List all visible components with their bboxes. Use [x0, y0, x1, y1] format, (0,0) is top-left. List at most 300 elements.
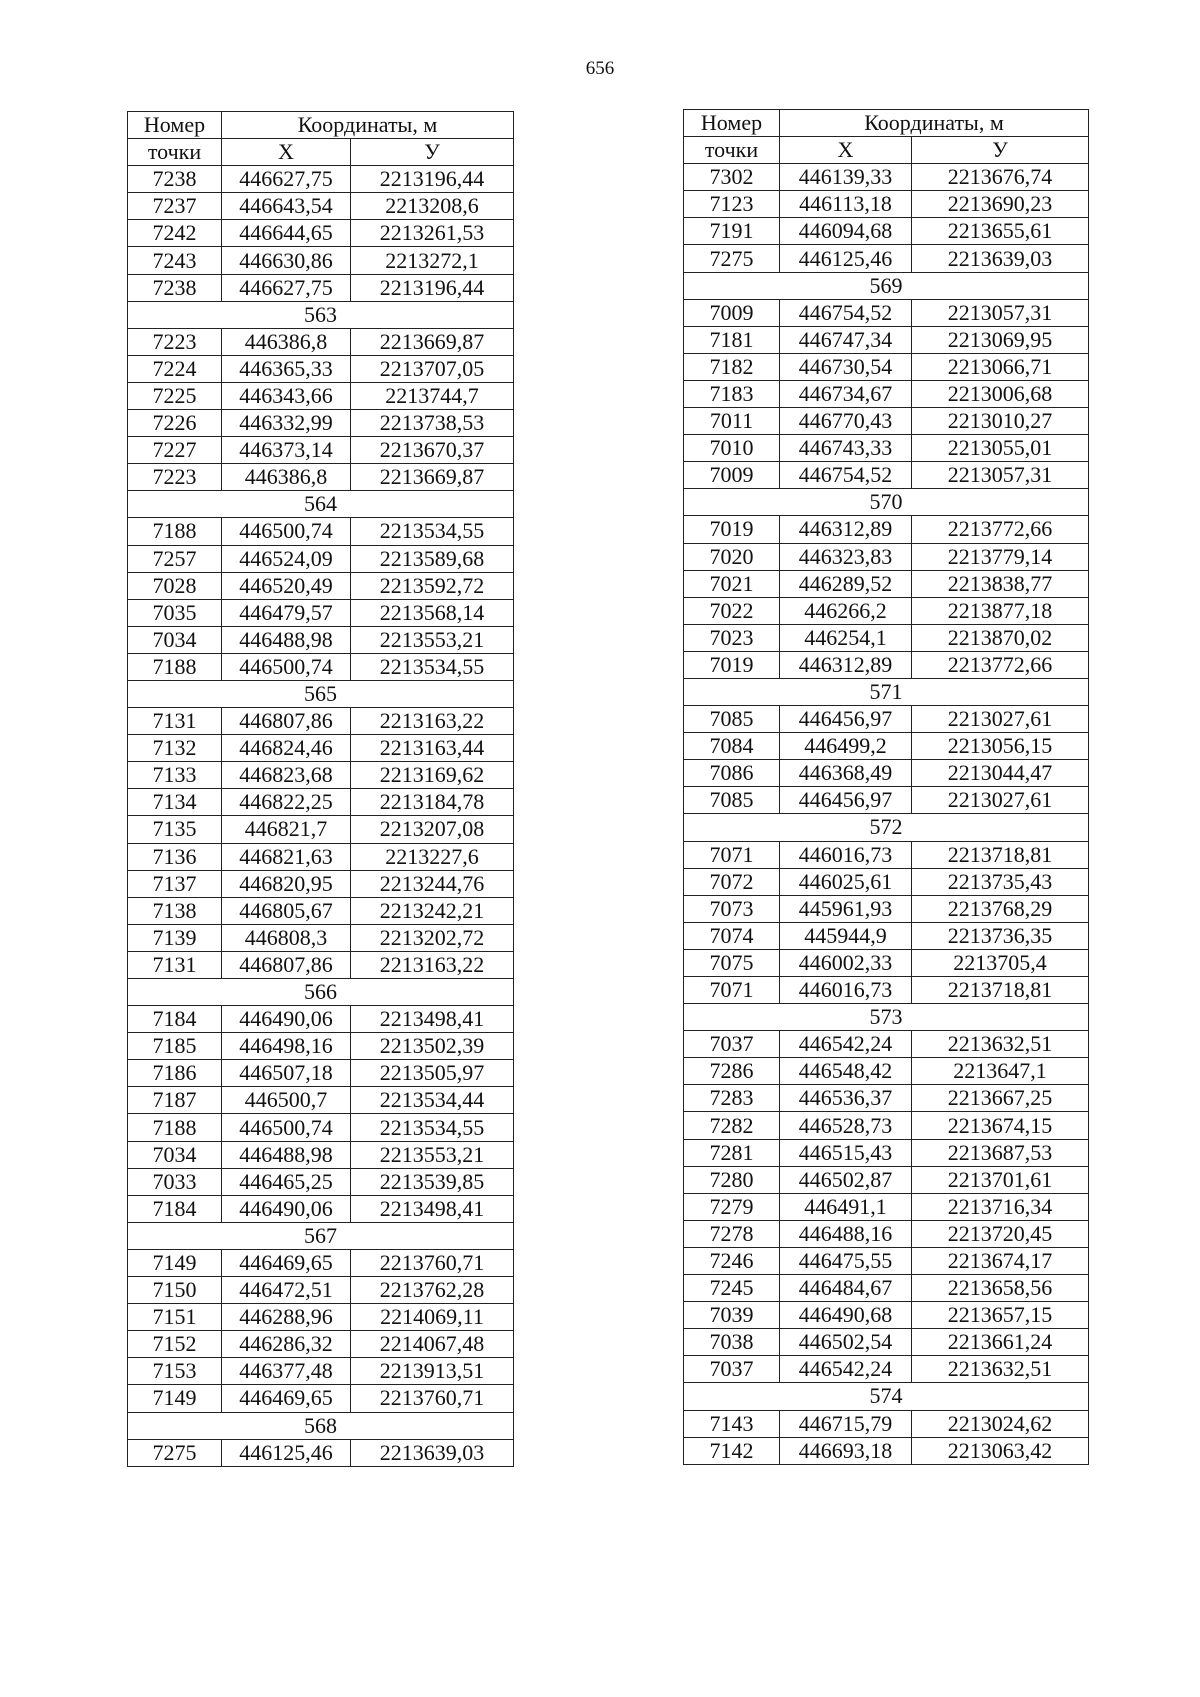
table-row: [684, 1220, 1089, 1247]
table-row: [128, 1249, 514, 1276]
x-coordinate-cell: 446542,24: [780, 1031, 912, 1058]
x-coordinate-cell: 446125,46: [780, 245, 912, 272]
x-coordinate-cell: 446139,33: [780, 164, 912, 191]
y-coordinate-cell: 2213207,08: [351, 816, 514, 843]
table-row: [684, 1356, 1089, 1383]
point-number-cell: 7139: [128, 924, 222, 951]
table-row: [684, 1112, 1089, 1139]
section-number: 570: [684, 489, 1089, 516]
y-coordinate-cell: 2214067,48: [351, 1331, 514, 1358]
x-coordinate-cell: 446743,33: [780, 435, 912, 462]
y-coordinate-cell: 2213056,15: [912, 733, 1089, 760]
coordinates-header: Координаты, м: [222, 112, 514, 139]
y-coordinate-cell: 2213592,72: [351, 572, 514, 599]
point-number-cell: 7037: [684, 1031, 780, 1058]
point-number-cell: 7074: [684, 922, 780, 949]
section-row: [128, 301, 514, 328]
x-coordinate-cell: 446807,86: [222, 708, 351, 735]
section-number: 574: [684, 1383, 1089, 1410]
x-coordinate-cell: 446507,18: [222, 1060, 351, 1087]
x-coordinate-cell: 446627,75: [222, 274, 351, 301]
x-coordinate-cell: 446488,98: [222, 626, 351, 653]
point-number-cell: 7257: [128, 545, 222, 572]
x-coordinate-cell: 446823,68: [222, 762, 351, 789]
point-number-cell: 7039: [684, 1302, 780, 1329]
point-number-cell: 7150: [128, 1277, 222, 1304]
y-coordinate-cell: 2213779,14: [912, 543, 1089, 570]
table-row: [684, 624, 1089, 651]
y-coordinate-cell: 2213027,61: [912, 706, 1089, 733]
y-coordinate-cell: 2213242,21: [351, 897, 514, 924]
x-coordinate-cell: 446499,2: [780, 733, 912, 760]
point-number-cell: 7242: [128, 220, 222, 247]
x-coordinate-cell: 446627,75: [222, 166, 351, 193]
section-row: [128, 491, 514, 518]
y-coordinate-cell: 2213534,44: [351, 1087, 514, 1114]
table-row: [684, 977, 1089, 1004]
point-number-cell: 7084: [684, 733, 780, 760]
table-row: [684, 949, 1089, 976]
table-row: [684, 787, 1089, 814]
y-coordinate-cell: 2213744,7: [351, 382, 514, 409]
table-row: [128, 220, 514, 247]
point-number-cell: 7238: [128, 274, 222, 301]
table-row: [684, 1031, 1089, 1058]
y-coordinate-cell: 2213589,68: [351, 545, 514, 572]
point-number-cell: 7086: [684, 760, 780, 787]
y-coordinate-cell: 2214069,11: [351, 1304, 514, 1331]
table-row: [684, 380, 1089, 407]
point-number-cell: 7283: [684, 1085, 780, 1112]
y-coordinate-cell: 2213632,51: [912, 1031, 1089, 1058]
y-coordinate-cell: 2213534,55: [351, 653, 514, 680]
table-row: [684, 1058, 1089, 1085]
y-coordinate-cell: 2213196,44: [351, 274, 514, 301]
table-row: [128, 1439, 514, 1466]
y-coordinate-cell: 2213163,22: [351, 951, 514, 978]
x-coordinate-cell: 446266,2: [780, 597, 912, 624]
section-row: [128, 979, 514, 1006]
point-number-cell: 7034: [128, 1141, 222, 1168]
point-number-cell: 7184: [128, 1006, 222, 1033]
x-coordinate-cell: 446542,24: [780, 1356, 912, 1383]
table-row: [128, 626, 514, 653]
point-number-cell: 7286: [684, 1058, 780, 1085]
table-row: [684, 733, 1089, 760]
table-row: [684, 299, 1089, 326]
point-number-cell: 7238: [128, 166, 222, 193]
y-coordinate-cell: 2213057,31: [912, 462, 1089, 489]
table-row: [128, 1304, 514, 1331]
table-row: [128, 382, 514, 409]
x-coordinate-cell: 446643,54: [222, 193, 351, 220]
x-coordinate-cell: 446730,54: [780, 353, 912, 380]
x-coordinate-cell: 446820,95: [222, 870, 351, 897]
table-row: [128, 708, 514, 735]
point-number-cell: 7188: [128, 653, 222, 680]
page-number: 656: [585, 58, 615, 79]
x-coordinate-cell: 446528,73: [780, 1112, 912, 1139]
point-number-cell: 7187: [128, 1087, 222, 1114]
point-number-cell: 7033: [128, 1168, 222, 1195]
y-coordinate-cell: 2213772,66: [912, 651, 1089, 678]
point-number-cell: 7243: [128, 247, 222, 274]
x-coordinate-cell: 446488,98: [222, 1141, 351, 1168]
point-number-header-line1: Номер: [128, 112, 222, 139]
x-coordinate-cell: 446125,46: [222, 1439, 351, 1466]
x-coordinate-cell: 446469,65: [222, 1249, 351, 1276]
section-row: [684, 489, 1089, 516]
table-row: [684, 435, 1089, 462]
x-coordinate-cell: 446368,49: [780, 760, 912, 787]
point-number-cell: 7020: [684, 543, 780, 570]
y-coordinate-cell: 2213534,55: [351, 1114, 514, 1141]
y-coordinate-cell: 2213760,71: [351, 1385, 514, 1412]
point-number-cell: 7011: [684, 408, 780, 435]
point-number-cell: 7019: [684, 651, 780, 678]
table-row: [684, 1247, 1089, 1274]
section-number: 568: [128, 1412, 514, 1439]
table-row: [684, 164, 1089, 191]
section-row: [684, 272, 1089, 299]
y-coordinate-cell: 2213701,61: [912, 1166, 1089, 1193]
table-row: [128, 1033, 514, 1060]
x-coordinate-cell: 446002,33: [780, 949, 912, 976]
x-coordinate-cell: 446491,1: [780, 1193, 912, 1220]
point-number-header-line2: точки: [128, 139, 222, 166]
table-row: [684, 326, 1089, 353]
x-coordinate-cell: 446734,67: [780, 380, 912, 407]
y-coordinate-cell: 2213760,71: [351, 1249, 514, 1276]
y-coordinate-cell: 2213762,28: [351, 1277, 514, 1304]
y-coordinate-cell: 2213498,41: [351, 1006, 514, 1033]
x-coordinate-cell: 446500,7: [222, 1087, 351, 1114]
table-row: [128, 355, 514, 382]
section-row: [128, 1222, 514, 1249]
point-number-cell: 7035: [128, 599, 222, 626]
y-coordinate-cell: 2213661,24: [912, 1329, 1089, 1356]
point-number-cell: 7028: [128, 572, 222, 599]
table-body-left: [128, 166, 514, 1467]
point-number-cell: 7245: [684, 1275, 780, 1302]
table-row: [684, 1437, 1089, 1464]
point-number-cell: 7152: [128, 1331, 222, 1358]
table-row: [128, 1195, 514, 1222]
y-coordinate-cell: 2213735,43: [912, 868, 1089, 895]
table-row: [128, 464, 514, 491]
y-coordinate-cell: 2213069,95: [912, 326, 1089, 353]
point-number-cell: 7227: [128, 437, 222, 464]
table-row: [684, 651, 1089, 678]
table-row: [128, 518, 514, 545]
section-number: 567: [128, 1222, 514, 1249]
point-number-cell: 7136: [128, 843, 222, 870]
x-header: X: [780, 137, 912, 164]
table-row: [684, 245, 1089, 272]
section-row: [684, 1004, 1089, 1031]
table-row: [684, 1193, 1089, 1220]
y-coordinate-cell: 2213184,78: [351, 789, 514, 816]
y-coordinate-cell: 2213718,81: [912, 841, 1089, 868]
x-coordinate-cell: 446484,67: [780, 1275, 912, 1302]
y-coordinate-cell: 2213202,72: [351, 924, 514, 951]
table-row: [684, 895, 1089, 922]
y-coordinate-cell: 2213208,6: [351, 193, 514, 220]
x-coordinate-cell: 446490,68: [780, 1302, 912, 1329]
point-number-cell: 7184: [128, 1195, 222, 1222]
y-coordinate-cell: 2213736,35: [912, 922, 1089, 949]
y-coordinate-cell: 2213674,17: [912, 1247, 1089, 1274]
x-coordinate-cell: 446288,96: [222, 1304, 351, 1331]
table-row: [684, 597, 1089, 624]
y-coordinate-cell: 2213006,68: [912, 380, 1089, 407]
point-number-cell: 7138: [128, 897, 222, 924]
x-coordinate-cell: 446490,06: [222, 1006, 351, 1033]
point-number-cell: 7223: [128, 464, 222, 491]
x-coordinate-cell: 446770,43: [780, 408, 912, 435]
x-coordinate-cell: 446456,97: [780, 787, 912, 814]
y-coordinate-cell: 2213044,47: [912, 760, 1089, 787]
x-header: X: [222, 139, 351, 166]
x-coordinate-cell: 446548,42: [780, 1058, 912, 1085]
x-coordinate-cell: 446490,06: [222, 1195, 351, 1222]
y-coordinate-cell: 2213658,56: [912, 1275, 1089, 1302]
table-row: [128, 599, 514, 626]
table-row: [128, 735, 514, 762]
x-coordinate-cell: 446113,18: [780, 191, 912, 218]
y-coordinate-cell: 2213690,23: [912, 191, 1089, 218]
x-coordinate-cell: 446747,34: [780, 326, 912, 353]
x-coordinate-cell: 446630,86: [222, 247, 351, 274]
point-number-cell: 7137: [128, 870, 222, 897]
y-coordinate-cell: 2213169,62: [351, 762, 514, 789]
point-number-cell: 7181: [684, 326, 780, 353]
section-row: [684, 678, 1089, 705]
point-number-cell: 7224: [128, 355, 222, 382]
x-coordinate-cell: 446289,52: [780, 570, 912, 597]
x-coordinate-cell: 446520,49: [222, 572, 351, 599]
point-number-cell: 7071: [684, 841, 780, 868]
x-coordinate-cell: 446754,52: [780, 299, 912, 326]
x-coordinate-cell: 446754,52: [780, 462, 912, 489]
table-row: [128, 897, 514, 924]
point-number-cell: 7134: [128, 789, 222, 816]
point-number-cell: 7023: [684, 624, 780, 651]
table-row: [128, 1141, 514, 1168]
y-coordinate-cell: 2213568,14: [351, 599, 514, 626]
y-coordinate-cell: 2213534,55: [351, 518, 514, 545]
y-coordinate-cell: 2213716,34: [912, 1193, 1089, 1220]
table-row: [128, 1087, 514, 1114]
table-row: [128, 1060, 514, 1087]
x-coordinate-cell: 445961,93: [780, 895, 912, 922]
y-coordinate-cell: 2213674,15: [912, 1112, 1089, 1139]
point-number-cell: 7226: [128, 410, 222, 437]
y-coordinate-cell: 2213639,03: [351, 1439, 514, 1466]
y-coordinate-cell: 2213163,44: [351, 735, 514, 762]
x-coordinate-cell: 446025,61: [780, 868, 912, 895]
table-row: [684, 706, 1089, 733]
x-coordinate-cell: 446502,54: [780, 1329, 912, 1356]
table-row: [128, 328, 514, 355]
point-number-header-line1: Номер: [684, 110, 780, 137]
point-number-cell: 7072: [684, 868, 780, 895]
point-number-cell: 7142: [684, 1437, 780, 1464]
section-number: 566: [128, 979, 514, 1006]
x-coordinate-cell: 446500,74: [222, 518, 351, 545]
x-coordinate-cell: 446332,99: [222, 410, 351, 437]
y-coordinate-cell: 2213687,53: [912, 1139, 1089, 1166]
point-number-cell: 7186: [128, 1060, 222, 1087]
x-coordinate-cell: 446377,48: [222, 1358, 351, 1385]
coordinates-table-right: [683, 109, 1089, 1465]
x-coordinate-cell: 446479,57: [222, 599, 351, 626]
table-row: [128, 193, 514, 220]
table-row: [684, 760, 1089, 787]
y-coordinate-cell: 2213055,01: [912, 435, 1089, 462]
x-coordinate-cell: 446254,1: [780, 624, 912, 651]
x-coordinate-cell: 446373,14: [222, 437, 351, 464]
section-row: [684, 1383, 1089, 1410]
table-row: [684, 570, 1089, 597]
point-number-cell: 7135: [128, 816, 222, 843]
table-row: [128, 1006, 514, 1033]
coordinates-header: Координаты, м: [780, 110, 1089, 137]
y-coordinate-cell: 2213057,31: [912, 299, 1089, 326]
point-number-cell: 7131: [128, 708, 222, 735]
y-coordinate-cell: 2213639,03: [912, 245, 1089, 272]
table-row: [684, 1329, 1089, 1356]
table-row: [684, 408, 1089, 435]
x-coordinate-cell: 446524,09: [222, 545, 351, 572]
table-row: [128, 1277, 514, 1304]
point-number-cell: 7149: [128, 1249, 222, 1276]
table-row: [128, 437, 514, 464]
point-number-cell: 7021: [684, 570, 780, 597]
table-row: [684, 1166, 1089, 1193]
y-coordinate-cell: 2213010,27: [912, 408, 1089, 435]
point-number-cell: 7123: [684, 191, 780, 218]
x-coordinate-cell: 446822,25: [222, 789, 351, 816]
section-number: 564: [128, 491, 514, 518]
x-coordinate-cell: 446465,25: [222, 1168, 351, 1195]
y-coordinate-cell: 2213669,87: [351, 464, 514, 491]
point-number-cell: 7275: [684, 245, 780, 272]
table-row: [128, 1114, 514, 1141]
x-coordinate-cell: 445944,9: [780, 922, 912, 949]
table-row: [128, 247, 514, 274]
point-number-cell: 7280: [684, 1166, 780, 1193]
x-coordinate-cell: 446536,37: [780, 1085, 912, 1112]
y-coordinate-cell: 2213261,53: [351, 220, 514, 247]
y-coordinate-cell: 2213027,61: [912, 787, 1089, 814]
point-number-cell: 7022: [684, 597, 780, 624]
point-number-cell: 7188: [128, 1114, 222, 1141]
point-number-cell: 7133: [128, 762, 222, 789]
x-coordinate-cell: 446312,89: [780, 516, 912, 543]
x-coordinate-cell: 446469,65: [222, 1385, 351, 1412]
x-coordinate-cell: 446500,74: [222, 653, 351, 680]
section-number: 571: [684, 678, 1089, 705]
y-coordinate-cell: 2213838,77: [912, 570, 1089, 597]
x-coordinate-cell: 446386,8: [222, 328, 351, 355]
y-coordinate-cell: 2213227,6: [351, 843, 514, 870]
point-number-cell: 7302: [684, 164, 780, 191]
section-row: [128, 680, 514, 707]
table-row: [128, 870, 514, 897]
y-coordinate-cell: 2213870,02: [912, 624, 1089, 651]
x-coordinate-cell: 446808,3: [222, 924, 351, 951]
point-number-cell: 7278: [684, 1220, 780, 1247]
y-coordinate-cell: 2213163,22: [351, 708, 514, 735]
y-coordinate-cell: 2213913,51: [351, 1358, 514, 1385]
x-coordinate-cell: 446500,74: [222, 1114, 351, 1141]
table-row: [128, 1358, 514, 1385]
table-row: [684, 868, 1089, 895]
table-row: [684, 1275, 1089, 1302]
y-coordinate-cell: 2213768,29: [912, 895, 1089, 922]
table-row: [684, 1085, 1089, 1112]
point-number-cell: 7038: [684, 1329, 780, 1356]
y-coordinate-cell: 2213705,4: [912, 949, 1089, 976]
x-coordinate-cell: 446502,87: [780, 1166, 912, 1193]
point-number-cell: 7279: [684, 1193, 780, 1220]
table-row: [128, 1331, 514, 1358]
y-coordinate-cell: 2213505,97: [351, 1060, 514, 1087]
section-number: 569: [684, 272, 1089, 299]
point-number-cell: 7075: [684, 949, 780, 976]
section-row: [128, 1412, 514, 1439]
table-row: [128, 924, 514, 951]
y-coordinate-cell: 2213669,87: [351, 328, 514, 355]
table-row: [684, 841, 1089, 868]
table-row: [684, 353, 1089, 380]
y-coordinate-cell: 2213196,44: [351, 166, 514, 193]
table-body-right: [684, 164, 1089, 1465]
table-row: [684, 1302, 1089, 1329]
x-coordinate-cell: 446821,7: [222, 816, 351, 843]
point-number-cell: 7073: [684, 895, 780, 922]
point-number-cell: 7282: [684, 1112, 780, 1139]
table-row: [684, 1410, 1089, 1437]
point-number-cell: 7149: [128, 1385, 222, 1412]
x-coordinate-cell: 446644,65: [222, 220, 351, 247]
x-coordinate-cell: 446472,51: [222, 1277, 351, 1304]
coordinates-table-left: [127, 111, 514, 1467]
point-number-cell: 7037: [684, 1356, 780, 1383]
y-coordinate-cell: 2213063,42: [912, 1437, 1089, 1464]
y-coordinate-cell: 2213502,39: [351, 1033, 514, 1060]
x-coordinate-cell: 446498,16: [222, 1033, 351, 1060]
y-coordinate-cell: 2213272,1: [351, 247, 514, 274]
table-row: [128, 1385, 514, 1412]
x-coordinate-cell: 446821,63: [222, 843, 351, 870]
point-number-cell: 7019: [684, 516, 780, 543]
y-coordinate-cell: 2213670,37: [351, 437, 514, 464]
x-coordinate-cell: 446515,43: [780, 1139, 912, 1166]
y-coordinate-cell: 2213720,45: [912, 1220, 1089, 1247]
table-row: [684, 218, 1089, 245]
y-coordinate-cell: 2213498,41: [351, 1195, 514, 1222]
table-row: [128, 762, 514, 789]
section-row: [684, 814, 1089, 841]
y-header: У: [351, 139, 514, 166]
y-coordinate-cell: 2213718,81: [912, 977, 1089, 1004]
point-number-cell: 7281: [684, 1139, 780, 1166]
x-coordinate-cell: 446312,89: [780, 651, 912, 678]
point-number-cell: 7085: [684, 706, 780, 733]
table-row: [128, 816, 514, 843]
